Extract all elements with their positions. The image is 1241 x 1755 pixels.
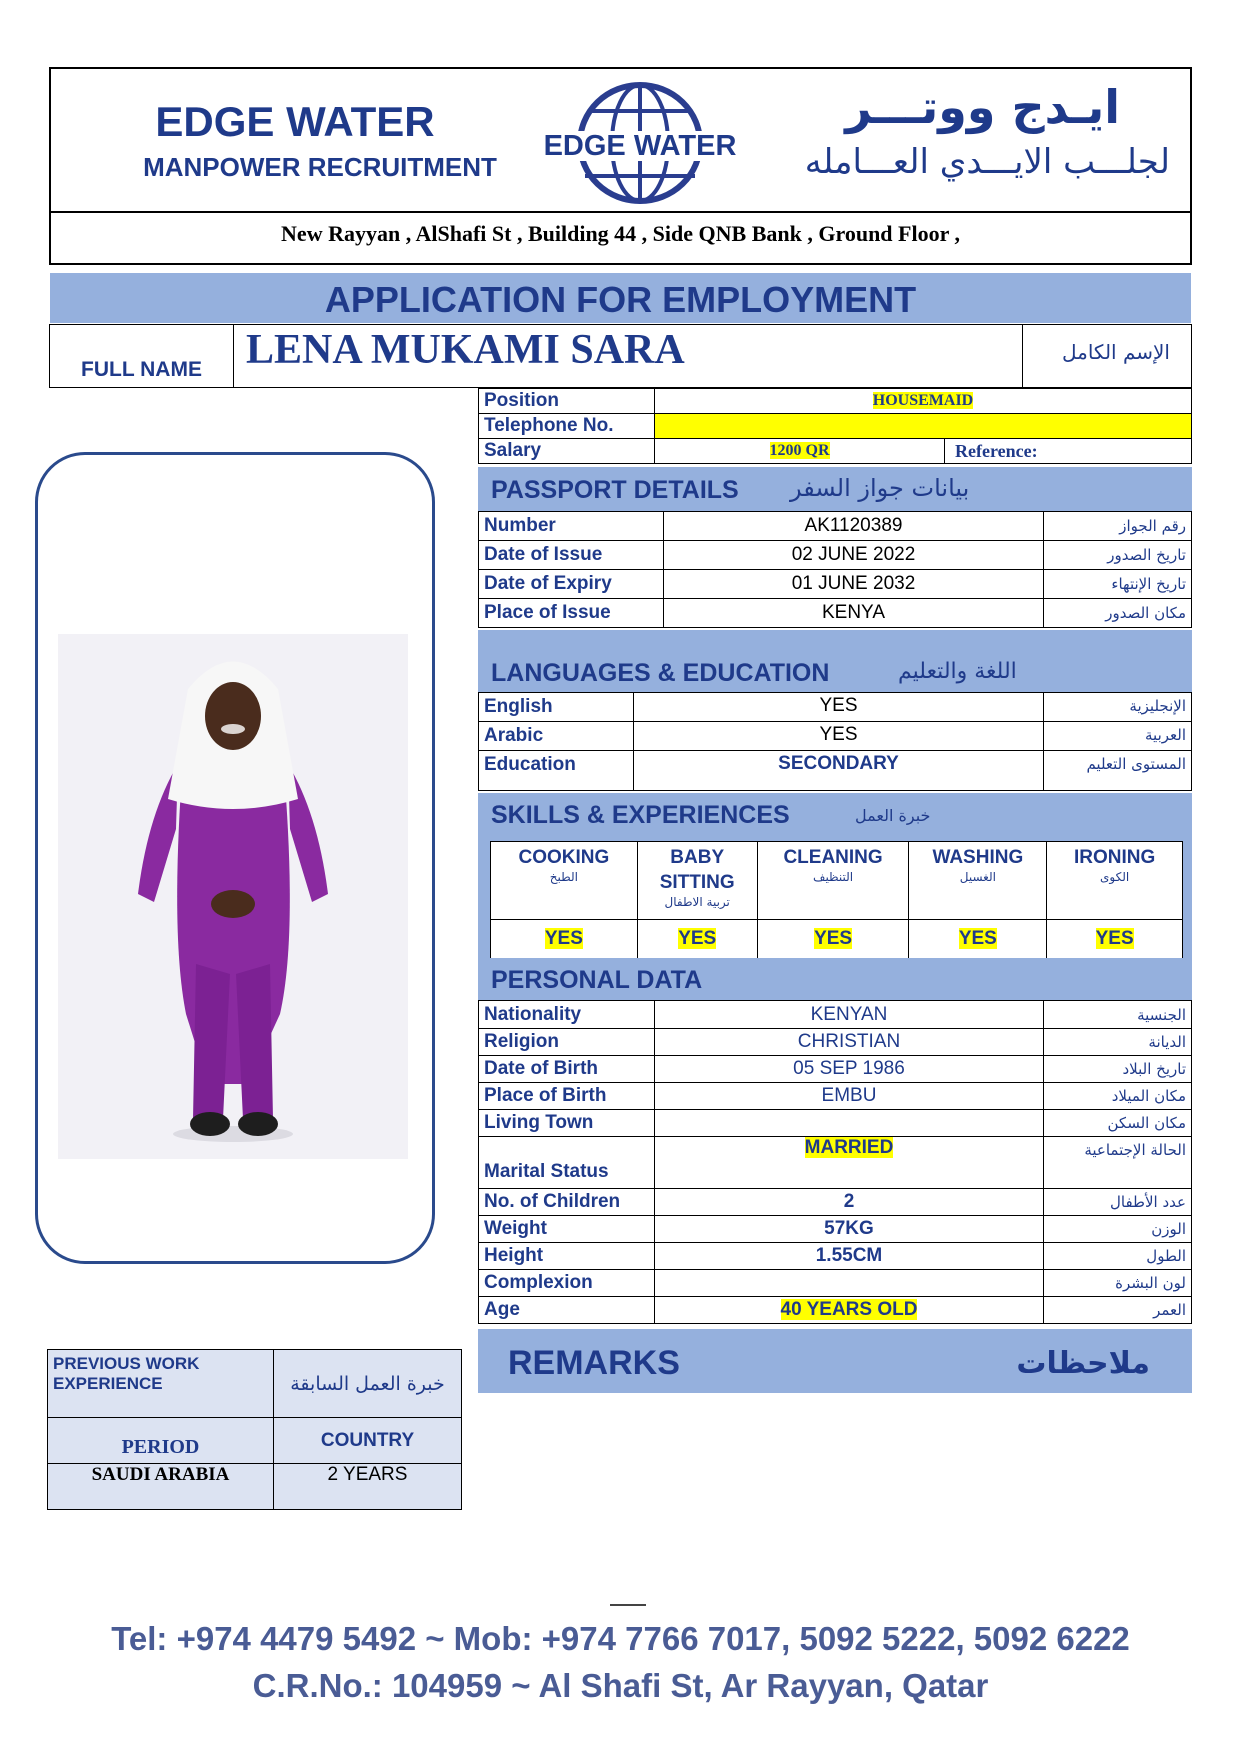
language-row-value: YES [634, 693, 1044, 722]
skill-header [1047, 842, 1183, 920]
skill-header [637, 842, 757, 920]
skill-arabic: الغسيل [959, 870, 996, 884]
passport-row-label: Date of Issue [479, 541, 664, 570]
passport-row-label: Date of Expiry [479, 570, 664, 599]
footer-address-line: C.R.No.: 104959 ~ Al Shafi St, Ar Rayyan, Qatar [252, 1667, 989, 1704]
languages-table [478, 692, 1192, 791]
footer-divider [610, 1604, 646, 1606]
skill-name: CLEANING [783, 847, 883, 868]
personal-row-arabic: الديانة [1044, 1029, 1192, 1056]
skills-heading-arabic: خبرة العمل [855, 806, 931, 825]
logo-text: EDGE WATER [543, 130, 737, 162]
address-text: New Rayyan , AlShafi St , Building 44 , Side QNB Bank , Ground Floor , [281, 221, 960, 246]
personal-row-label: Age [479, 1297, 655, 1324]
position-value: HOUSEMAID [872, 392, 974, 409]
personal-row [479, 1297, 1192, 1324]
language-row-label: Arabic [479, 722, 634, 751]
passport-row-value: 02 JUNE 2022 [664, 541, 1044, 570]
passport-row-value: AK1120389 [664, 512, 1044, 541]
full-name-label: FULL NAME [81, 358, 202, 381]
skill-name: COOKING [518, 847, 610, 868]
skill-name: BABY SITTING [659, 847, 735, 893]
work-heading: PREVIOUS WORK EXPERIENCE [48, 1350, 274, 1418]
arabic-company-name: ايـدج ووتـــر [845, 80, 1120, 134]
skill-arabic: الطبخ [549, 870, 578, 884]
personal-row-value: 2 [843, 1191, 855, 1212]
personal-row [479, 1189, 1192, 1216]
country-header: COUNTRY [274, 1418, 462, 1464]
personal-row-arabic: عدد الأطفال [1044, 1189, 1192, 1216]
personal-row [479, 1137, 1192, 1189]
passport-row-value: 01 JUNE 2032 [664, 570, 1044, 599]
skills-heading: SKILLS & EXPERIENCES [491, 801, 790, 829]
full-name-divider-1 [233, 324, 234, 388]
skill-value: YES [814, 928, 853, 949]
personal-row-label: Living Town [479, 1110, 655, 1137]
remarks-label: REMARKS [508, 1344, 680, 1382]
job-table [478, 388, 1192, 464]
work-row-col2: 2 YEARS [274, 1464, 462, 1510]
personal-row-value: MARRIED [804, 1137, 894, 1158]
personal-table [478, 1000, 1192, 1324]
skill-header [757, 842, 909, 920]
passport-table [478, 511, 1192, 628]
period-header: PERIOD [48, 1418, 274, 1464]
personal-row-label: Religion [479, 1029, 655, 1056]
skill-arabic: التنظيف [813, 870, 854, 884]
personal-row [479, 1243, 1192, 1270]
personal-heading: PERSONAL DATA [491, 966, 703, 994]
salary-label: Salary [479, 439, 655, 464]
language-row-arabic: المستوى التعليم [1044, 751, 1192, 791]
personal-row [479, 1216, 1192, 1243]
full-name-divider-2 [1022, 324, 1023, 388]
personal-row-value: 1.55CM [815, 1245, 883, 1266]
personal-row-label: Marital Status [479, 1137, 655, 1189]
passport-row-arabic: رقم الجواز [1044, 512, 1192, 541]
personal-row-arabic: لون البشرة [1044, 1270, 1192, 1297]
personal-row [479, 1029, 1192, 1056]
language-row [479, 751, 1192, 791]
passport-row-value: KENYA [664, 599, 1044, 628]
passport-row-label: Number [479, 512, 664, 541]
skill-arabic: تربية الاطفال [664, 895, 730, 909]
personal-row-label: Weight [479, 1216, 655, 1243]
personal-row-value: 57KG [824, 1218, 874, 1239]
personal-row-label: No. of Children [479, 1189, 655, 1216]
skills-names-row [491, 842, 1183, 920]
personal-row-value: EMBU [821, 1085, 877, 1106]
form-title: APPLICATION FOR EMPLOYMENT [49, 272, 1192, 324]
arabic-company-subtitle: لجلـــب الايـــدي العـــامله [804, 142, 1170, 182]
passport-row [479, 512, 1192, 541]
passport-row-arabic: مكان الصدور [1044, 599, 1192, 628]
personal-row-value: KENYAN [810, 1003, 888, 1025]
passport-row [479, 541, 1192, 570]
personal-row-label: Place of Birth [479, 1083, 655, 1110]
remarks-arabic: ملاحظات [1016, 1346, 1150, 1381]
passport-row-arabic: تاريخ الصدور [1044, 541, 1192, 570]
language-row-label: English [479, 693, 634, 722]
full-name-arabic: الإسم الكامل [1061, 340, 1170, 364]
personal-row-label: Complexion [479, 1270, 655, 1297]
personal-row-value: 40 YEARS OLD [780, 1299, 918, 1320]
personal-row-label: Date of Birth [479, 1056, 655, 1083]
personal-row-label: Height [479, 1243, 655, 1270]
language-row-value: YES [634, 722, 1044, 751]
personal-row-value: 05 SEP 1986 [793, 1058, 905, 1079]
personal-row-value: CHRISTIAN [797, 1031, 901, 1052]
skill-value: YES [958, 928, 997, 949]
personal-row-label: Nationality [479, 1001, 655, 1029]
personal-row [479, 1001, 1192, 1029]
languages-heading: LANGUAGES & EDUCATION [491, 659, 830, 687]
salary-value: 1200 QR [769, 442, 830, 459]
personal-row [479, 1056, 1192, 1083]
skill-name: WASHING [932, 847, 1024, 868]
personal-row-arabic: العمر [1044, 1297, 1192, 1324]
position-label: Position [479, 389, 655, 414]
footer-phone-line: Tel: +974 4479 5492 ~ Mob: +974 7766 7017, 5092 5222, 5092 6222 [111, 1620, 1130, 1657]
work-row-col1: SAUDI ARABIA [48, 1464, 274, 1510]
personal-row [479, 1270, 1192, 1297]
passport-row [479, 599, 1192, 628]
skill-arabic: الكوى [1100, 870, 1130, 884]
skill-name: IRONING [1073, 847, 1156, 868]
skill-value: YES [678, 928, 717, 949]
personal-row-arabic: الوزن [1044, 1216, 1192, 1243]
reference-label: Reference: [945, 439, 1192, 464]
skills-table [490, 841, 1183, 959]
full-name-value: LENA MUKAMI SARA [246, 327, 685, 373]
passport-row-label: Place of Issue [479, 599, 664, 628]
languages-heading-arabic: اللغة والتعليم [898, 659, 1017, 684]
skill-value: YES [1095, 928, 1134, 949]
personal-row-arabic: مكان الميلاد [1044, 1083, 1192, 1110]
company-name: EDGE WATER [155, 98, 435, 145]
skill-header [491, 842, 638, 920]
skill-value: YES [544, 928, 583, 949]
language-row [479, 693, 1192, 722]
language-row-arabic: العربية [1044, 722, 1192, 751]
skills-values-row [491, 920, 1183, 959]
language-row [479, 722, 1192, 751]
passport-row-arabic: تاريخ الإنتهاء [1044, 570, 1192, 599]
personal-row-arabic: الجنسية [1044, 1001, 1192, 1029]
applicant-photo [58, 634, 408, 1159]
language-row-value: SECONDARY [634, 751, 1044, 791]
personal-row-arabic: الحالة الإجتماعية [1044, 1137, 1192, 1189]
telephone-value [655, 414, 1192, 439]
work-table [47, 1349, 462, 1510]
telephone-label: Telephone No. [479, 414, 655, 439]
personal-row [479, 1083, 1192, 1110]
work-heading-arabic: خبرة العمل السابقة [274, 1350, 462, 1418]
passport-row [479, 570, 1192, 599]
personal-row-arabic: الطول [1044, 1243, 1192, 1270]
language-row-arabic: الإنجليزية [1044, 693, 1192, 722]
passport-heading: PASSPORT DETAILS [491, 476, 739, 504]
skill-header [909, 842, 1047, 920]
language-row-label: Education [479, 751, 634, 791]
passport-heading-arabic: بيانات جواز السفر [790, 474, 970, 502]
company-subtitle: MANPOWER RECRUITMENT [143, 152, 497, 182]
personal-row-arabic: تاريخ البلاد [1044, 1056, 1192, 1083]
personal-row [479, 1110, 1192, 1137]
personal-row-arabic: مكان السكن [1044, 1110, 1192, 1137]
